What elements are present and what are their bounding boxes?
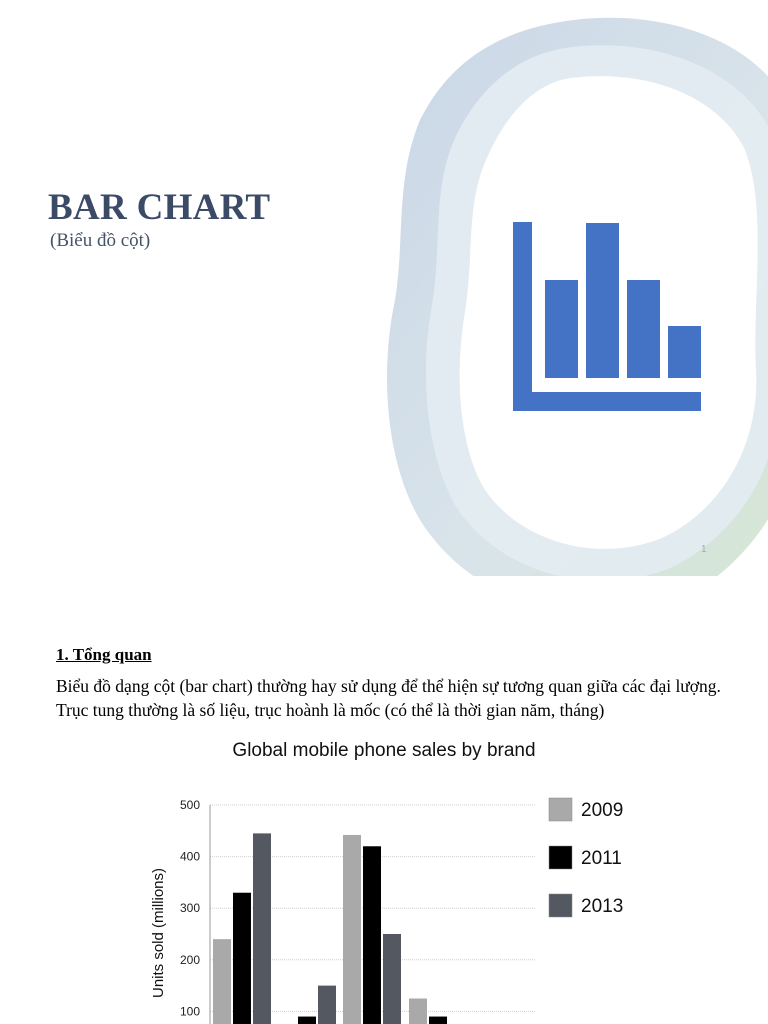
legend-swatch-2013 bbox=[549, 894, 572, 917]
bar-chart bbox=[0, 780, 768, 1024]
bar-2011-group-3 bbox=[363, 846, 381, 1024]
bar-2009-group-4 bbox=[409, 999, 427, 1024]
section-heading: 1. Tổng quan bbox=[56, 645, 152, 664]
legend-swatch-2011 bbox=[549, 846, 572, 869]
slide-number: 1 bbox=[701, 544, 707, 555]
legend bbox=[549, 798, 623, 917]
y-tick-labels bbox=[180, 798, 200, 1018]
legend-label-2013: 2013 bbox=[581, 896, 624, 917]
slide-subtitle: (Biểu đồ cột) bbox=[50, 230, 151, 251]
legend-label-2011: 2011 bbox=[581, 848, 622, 869]
bar-2009-group-3 bbox=[343, 835, 361, 1024]
bar-2013-group-2 bbox=[318, 986, 336, 1024]
bar-2013-group-3 bbox=[383, 934, 401, 1024]
intro-paragraph: Biểu đồ dạng cột (bar chart) thường hay sử dụng để thể hiện sự tương quan giữa các đại lượng. Trục tung thường là số liệu, trục hoành là mốc (có thể là thời gian năm, tháng) bbox=[56, 676, 721, 720]
bar-chart-icon bbox=[513, 222, 703, 412]
y-tick-label: 300 bbox=[179, 901, 200, 916]
legend-swatch-2009 bbox=[549, 798, 572, 821]
bar-2011-group-2 bbox=[298, 1017, 316, 1024]
y-tick-label: 500 bbox=[179, 798, 200, 812]
bar-2011-group-1 bbox=[233, 893, 251, 1024]
slide-title: BAR CHART bbox=[48, 187, 271, 228]
bar-2011-group-4 bbox=[429, 1017, 447, 1024]
y-tick-label: 200 bbox=[179, 952, 200, 967]
chart-title: Global mobile phone sales by brand bbox=[232, 740, 536, 761]
legend-label-2009: 2009 bbox=[581, 800, 624, 821]
y-tick-label: 400 bbox=[179, 849, 200, 864]
y-axis-label: Units sold (millions) bbox=[150, 867, 167, 999]
bar-2009-group-1 bbox=[213, 939, 231, 1024]
bars bbox=[213, 833, 447, 1024]
bar-2013-group-1 bbox=[253, 833, 271, 1024]
y-tick-label: 100 bbox=[179, 1004, 200, 1019]
